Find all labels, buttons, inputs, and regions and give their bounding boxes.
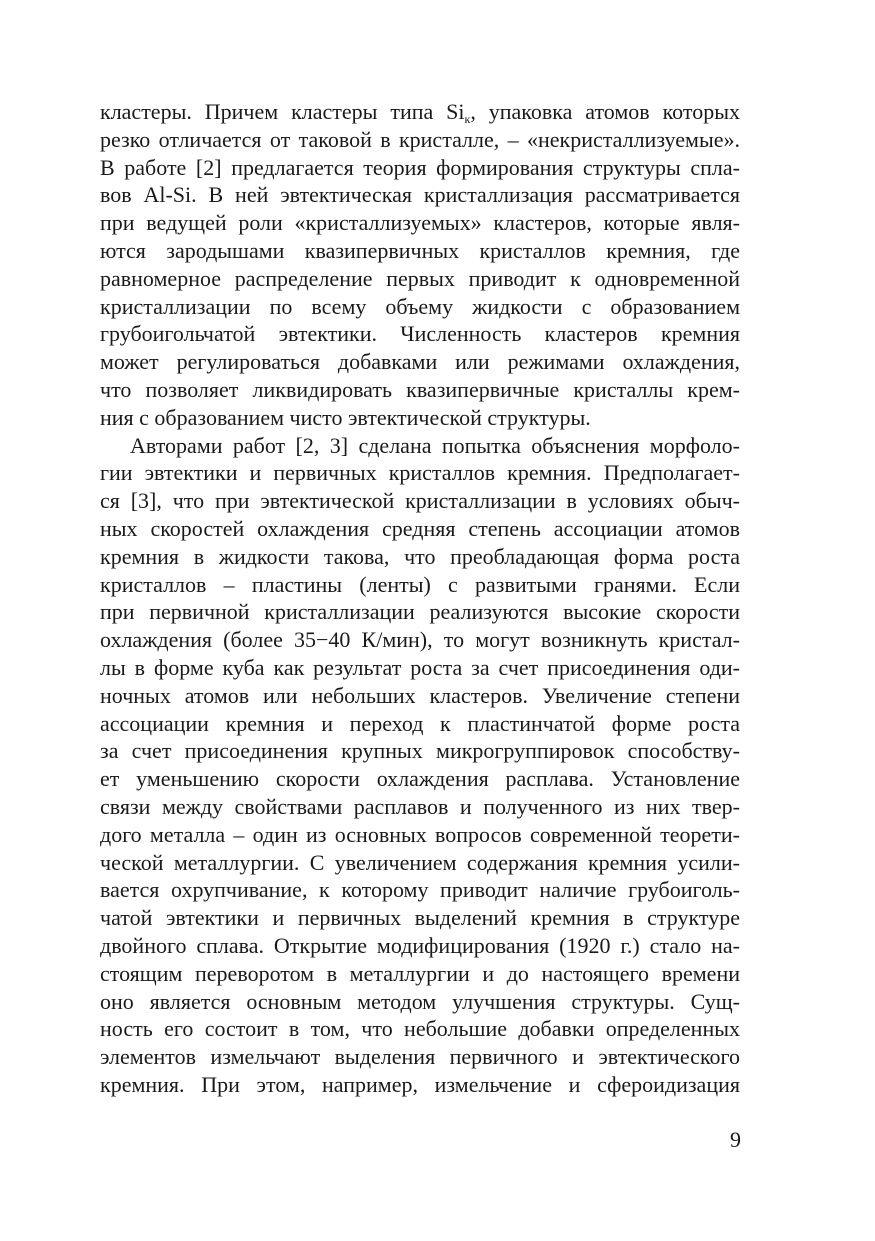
text-line: при первичной кристаллизации реализуются высокие скорости — [100, 599, 740, 625]
text-line: связи между свойствами расплавов и полученного из них твер- — [100, 793, 740, 819]
text-line: двойного сплава. Открытие модифицирования (1920 г.) стало на- — [100, 932, 740, 958]
text-line: кристаллизации по всему объему жидкости с образованием — [100, 293, 740, 319]
text-line: В работе [2] предлагается теория формирования структуры спла- — [100, 154, 740, 180]
text-line: грубоигольчатой эвтектики. Численность кластеров кремния — [100, 321, 740, 347]
text-line: может регулироваться добавками или режимами охлаждения, — [100, 349, 740, 375]
paragraph-1 — [100, 98, 740, 432]
text-line: ных скоростей охлаждения средняя степень ассоциации атомов — [100, 515, 740, 541]
page-number: 9 — [730, 1127, 741, 1152]
text-line: ния с образованием чисто эвтектической структуры. — [100, 404, 591, 430]
text-line: стоящим переворотом в металлургии и до настоящего времени — [100, 960, 740, 986]
body-text — [100, 98, 740, 1099]
text-line: что позволяет ликвидировать квазипервичные кристаллы крем- — [100, 376, 740, 402]
text-line: ет уменьшению скорости охлаждения расплава. Установление — [100, 766, 740, 792]
text-line: элементов измельчают выделения первичного и эвтектического — [100, 1044, 740, 1070]
text-line: ность его состоит в том, что небольшие добавки определенных — [100, 1016, 740, 1042]
text-line: равномерное распределение первых приводит к одновременной — [100, 265, 740, 291]
text-line: дого металла – один из основных вопросов современной теорети- — [100, 821, 740, 847]
text-line: резко отличается от таковой в кристалле, – «некристаллизуемые». — [100, 126, 740, 152]
text-line: охлаждения (более 35−40 К/мин), то могут возникнуть кристал- — [100, 627, 740, 653]
text-line: Авторами работ [2, 3] сделана попытка объяснения морфоло- — [130, 432, 740, 458]
text-line: ночных атомов или небольших кластеров. Увеличение степени — [100, 682, 740, 708]
text-line: оно является основным методом улучшения структуры. Сущ- — [100, 988, 740, 1014]
text-line: гии эвтектики и первичных кристаллов кремния. Предполагает- — [100, 460, 740, 486]
text-line: при ведущей роли «кристаллизуемых» кластеров, которые явля- — [100, 210, 740, 236]
text-line: ческой металлургии. С увеличением содержания кремния усили- — [100, 849, 740, 875]
text-line: ются зародышами квазипервичных кристаллов кремния, где — [100, 237, 740, 263]
text-line: вов Al-Si. В ней эвтектическая кристаллизация рассматривается — [100, 182, 740, 208]
text-line: за счет присоединения крупных микрогруппировок способству- — [100, 738, 740, 764]
text-line: кремния. При этом, например, измельчение и сфероидизация — [100, 1071, 740, 1097]
paragraph-2 — [100, 432, 740, 1099]
text-line: кристаллов – пластины (ленты) с развитыми гранями. Если — [100, 571, 740, 597]
text-line: кластеры. Причем кластеры типа $Si_к$, упаковка атомов которых — [100, 99, 740, 126]
text-line: ся [3], что при эвтектической кристаллизации в условиях обыч- — [100, 488, 740, 514]
text-line: кремния в жидкости такова, что преобладающая форма роста — [100, 543, 740, 569]
text-line: лы в форме куба как результат роста за счет присоединения оди- — [100, 654, 740, 680]
text-line: ассоциации кремния и переход к пластинчатой форме роста — [100, 710, 740, 736]
text-line: чатой эвтектики и первичных выделений кремния в структуре — [100, 905, 740, 931]
text-line: вается охрупчивание, к которому приводит наличие грубоиголь- — [100, 877, 740, 903]
